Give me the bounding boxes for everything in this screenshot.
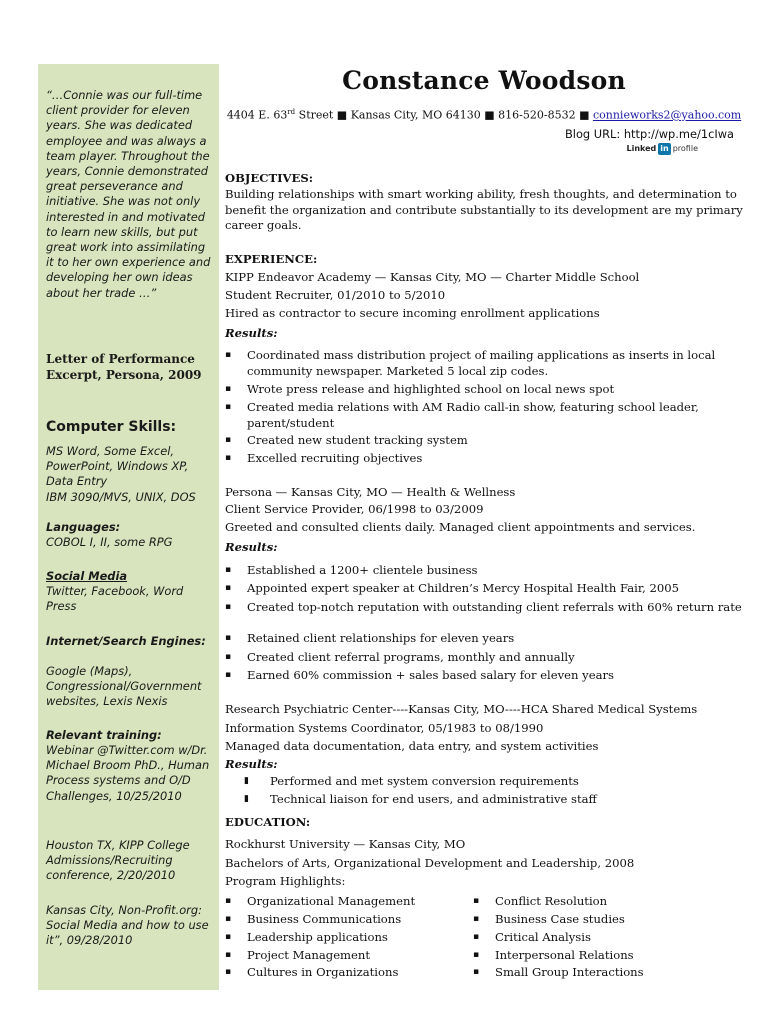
training-item-3: Kansas City, Non-Profit.org: Social Media and how to use it”, 09/28/2010: [46, 903, 209, 948]
bullet-icon: ▪: [225, 453, 232, 463]
bullet-icon: ▪: [225, 932, 232, 942]
bullet-icon: ▪: [473, 896, 480, 906]
bullet-icon: ▪: [225, 914, 232, 924]
bullet-icon: ▪: [473, 950, 480, 960]
relevant-training-label: Relevant training:: [46, 728, 162, 742]
education-heading: EDUCATION:: [225, 815, 311, 829]
bullet-icon: ▪: [225, 384, 232, 394]
list-item: ▪ Critical Analysis: [473, 930, 591, 944]
search-engines-list: Google (Maps), Congressional/Government websites, Lexis Nexis: [46, 664, 202, 709]
bullet-icon: ▮: [244, 794, 249, 804]
quote-source: Letter of Performance Excerpt, Persona, 2009: [46, 352, 202, 382]
list-item: ▪ Interpersonal Relations: [473, 948, 634, 962]
linkedin-brand: Linked: [626, 144, 657, 153]
job2-employer: Persona — Kansas City, MO — Health & Wellness: [225, 485, 516, 499]
computer-skills-heading: Computer Skills:: [46, 419, 177, 435]
testimonial-sidebar: [38, 64, 219, 990]
languages-label: Languages:: [46, 520, 121, 534]
objectives-text: Building relationships with smart working ability, fresh thoughts, and determination to benefit the organization and contribute substantially to its development are my primary career goals.: [225, 187, 743, 232]
linkedin-profile-badge[interactable]: [626, 143, 698, 155]
languages-list: COBOL I, II, some RPG: [46, 535, 173, 549]
linkedin-profile-label: profile: [672, 144, 698, 153]
bullet-icon: ▪: [225, 402, 232, 412]
computer-skills-list: MS Word, Some Excel, PowerPoint, Windows XP, Data Entry: [46, 444, 189, 489]
job3-title: Information Systems Coordinator, 05/1983 to 08/1990: [225, 721, 544, 735]
bullet-icon: ▪: [225, 602, 232, 612]
search-engines-label: Internet/Search Engines:: [46, 634, 206, 648]
address-rest: Street ■ Kansas City, MO 64130 ■ 816-520-8532 ■: [295, 108, 593, 122]
bullet-icon: ▪: [225, 633, 232, 643]
education-school: Rockhurst University — Kansas City, MO: [225, 837, 466, 851]
address-text: 4404 E. 63: [226, 108, 288, 122]
bullet-icon: ▪: [473, 967, 480, 977]
bullet-icon: ▪: [225, 652, 232, 662]
bullet-icon: ▪: [225, 350, 232, 360]
bullet-icon: ▪: [473, 914, 480, 924]
bullet-icon: ▪: [225, 583, 232, 593]
job3-description: Managed data documentation, data entry, and system activities: [225, 739, 599, 753]
systems-list: IBM 3090/MVS, UNIX, DOS: [46, 490, 196, 504]
job2-results-label: Results:: [225, 540, 278, 554]
list-item: ▮ Performed and met system conversion requirements: [244, 774, 579, 788]
list-item: ▪ Retained client relationships for eleven years: [225, 631, 515, 645]
list-item: ▪ Excelled recruiting objectives: [225, 451, 423, 465]
list-item: ▪ Conflict Resolution: [473, 894, 608, 908]
bullet-icon: ▪: [225, 670, 232, 680]
job3-results-label: Results:: [225, 757, 278, 771]
list-item: ▪ Established a 1200+ clientele business: [225, 563, 478, 577]
list-item: ▪ Project Management: [225, 948, 371, 962]
education-degree: Bachelors of Arts, Organizational Development and Leadership, 2008: [225, 856, 635, 870]
list-item: ▪ Business Case studies: [473, 912, 625, 926]
bullet-icon: ▪: [225, 950, 232, 960]
list-item: ▪ Created top-notch reputation with outstanding client referrals with 60% return rate: [225, 600, 742, 614]
list-item: ▪ Created new student tracking system: [225, 433, 468, 447]
bullet-icon: ▪: [473, 932, 480, 942]
blog-url: Blog URL: http://wp.me/1cIwa: [564, 127, 734, 141]
job1-title: Student Recruiter, 01/2010 to 5/2010: [225, 288, 446, 302]
job1-description: Hired as contractor to secure incoming enrollment applications: [225, 306, 600, 320]
linkedin-icon: in: [660, 144, 669, 153]
social-media-label: Social Media: [46, 569, 128, 583]
bullet-icon: ▪: [225, 435, 232, 445]
contact-line: [226, 105, 742, 123]
job2-title: Client Service Provider, 06/1998 to 03/2009: [225, 502, 484, 516]
resume-name: Constance Woodson: [342, 66, 626, 95]
experience-heading: EXPERIENCE:: [225, 252, 318, 266]
job1-employer: KIPP Endeavor Academy — Kansas City, MO — Charter Middle School: [225, 270, 640, 284]
list-item: ▪ Cultures in Organizations: [225, 965, 399, 979]
list-item: ▪ Earned 60% commission + sales based salary for eleven years: [225, 668, 614, 682]
list-item: ▪ Organizational Management: [225, 894, 416, 908]
list-item: ▮ Technical liaison for end users, and administrative staff: [244, 792, 597, 806]
bullet-icon: ▪: [225, 967, 232, 977]
testimonial-quote: “…Connie was our full-time client provider for eleven years. She was dedicated employee and was always a team player. Throughout the years, Connie demonstrated great perseverance and initiative. She was not only interested in and motivated to learn new skills, but put great work into assimilating it to her own experience and developing her own ideas about her trade …”: [46, 88, 211, 300]
training-item-1: Webinar @Twitter.com w/Dr. Michael Broom PhD., Human Process systems and O/D Challenges, 10/25/2010: [46, 743, 210, 803]
list-item: ▪ Coordinated mass distribution project of mailing applications as inserts in local community newspaper. Marketed 5 local zip codes.: [225, 348, 716, 378]
objectives-heading: OBJECTIVES:: [225, 171, 313, 185]
list-item: ▪ Appointed expert speaker at Children’s Mercy Hospital Health Fair, 2005: [225, 581, 680, 595]
email-link[interactable]: connieworks2@yahoo.com: [592, 108, 742, 122]
bullet-icon: ▮: [244, 776, 249, 786]
list-item: ▪ Small Group Interactions: [473, 965, 644, 979]
list-item: ▪ Business Communications: [225, 912, 402, 926]
list-item: ▪ Created client referral programs, monthly and annually: [225, 650, 575, 664]
list-item: ▪ Created media relations with AM Radio call-in show, featuring school leader, parent/student: [225, 400, 699, 430]
job1-results-label: Results:: [225, 326, 278, 340]
address-ordinal: rd: [287, 108, 296, 116]
bullet-icon: ▪: [225, 896, 232, 906]
training-item-2: Houston TX, KIPP College Admissions/Recruiting conference, 2/20/2010: [46, 838, 190, 883]
list-item: ▪ Leadership applications: [225, 930, 388, 944]
job2-description: Greeted and consulted clients daily. Managed client appointments and services.: [225, 520, 696, 534]
social-media-list: Twitter, Facebook, Word Press: [46, 584, 184, 614]
bullet-icon: ▪: [225, 565, 232, 575]
list-item: ▪ Wrote press release and highlighted school on local news spot: [225, 382, 615, 396]
program-highlights-label: Program Highlights:: [225, 874, 346, 888]
job3-employer: Research Psychiatric Center----Kansas City, MO----HCA Shared Medical Systems: [225, 702, 698, 716]
